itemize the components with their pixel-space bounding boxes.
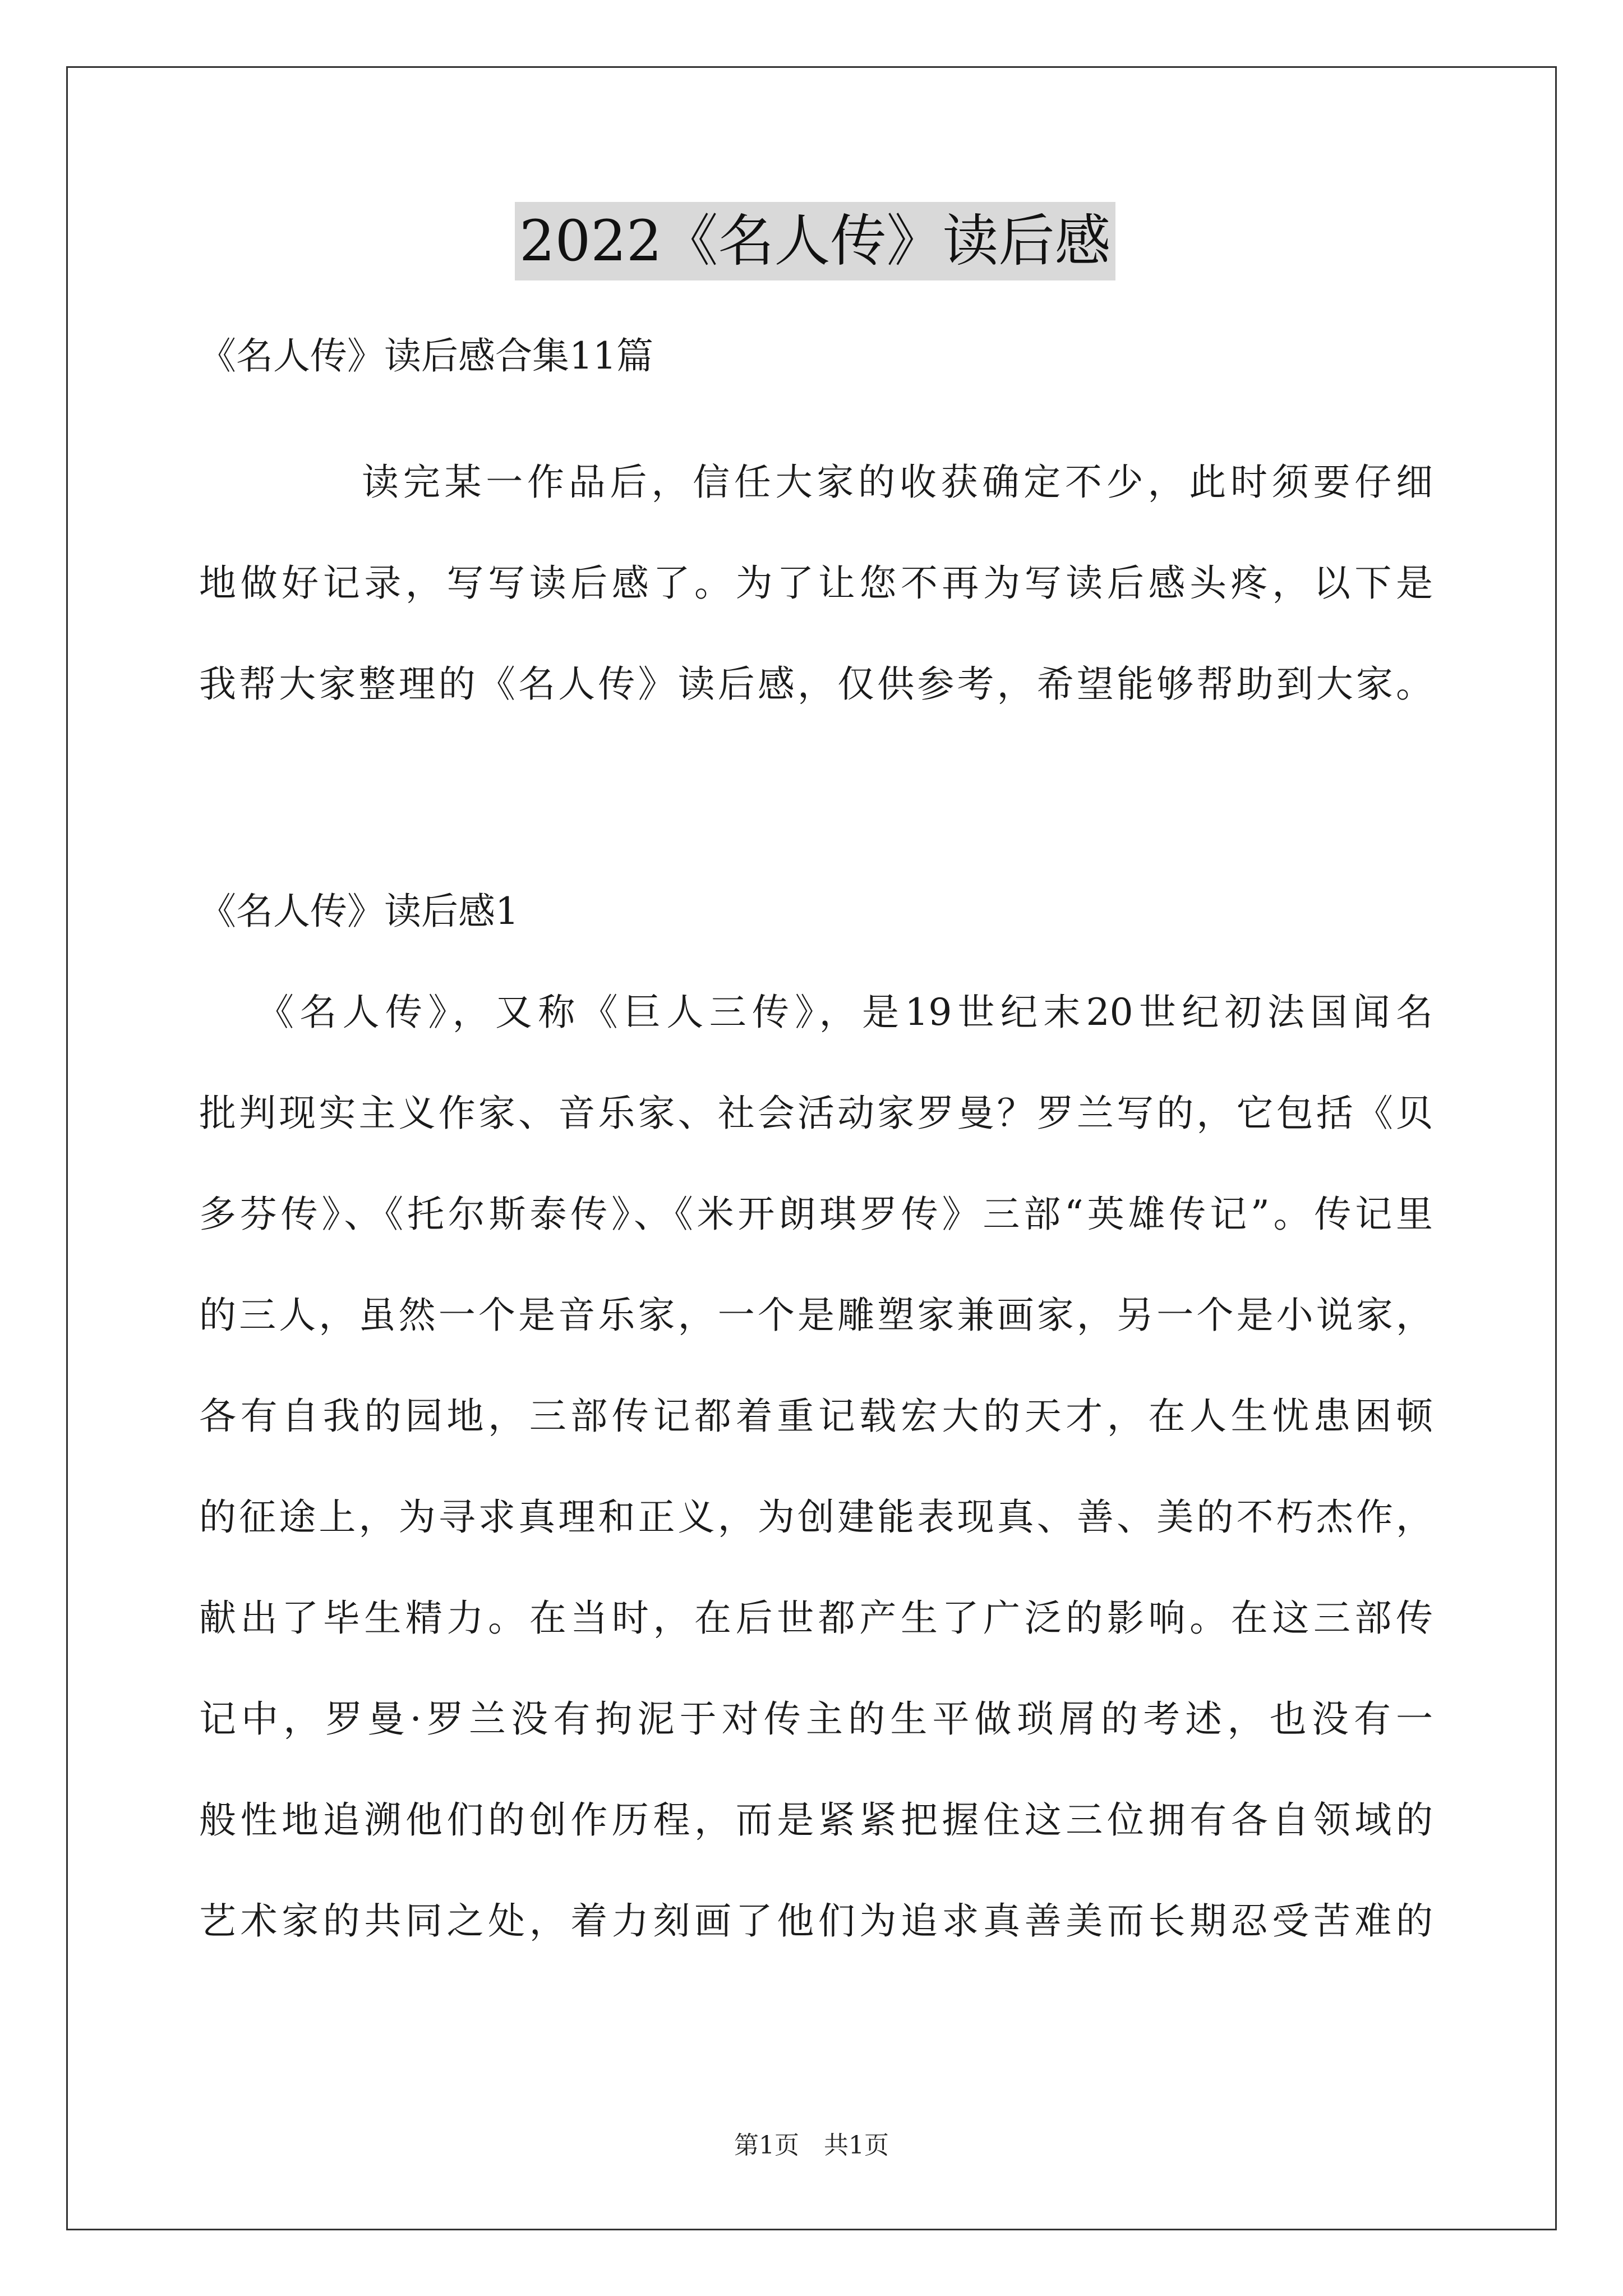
intro-line: 读完某一作品后，信任大家的收获确定不少，此时须要仔细 bbox=[362, 461, 1433, 504]
intro-line: 我帮大家整理的《名人传》读后感，仅供参考，希望能够帮助到大家。 bbox=[199, 662, 1433, 706]
page-total: 共1页 bbox=[824, 2131, 889, 2160]
section-heading: 《名人传》读后感1 bbox=[199, 890, 519, 933]
body-line: 的征途上，为寻求真理和正义，为创建能表现真、善、美的不朽杰作， bbox=[199, 1496, 1433, 1539]
body-line: 各有自我的园地，三部传记都着重记载宏大的天才，在人生忧患困顿 bbox=[199, 1395, 1433, 1438]
body-line: 的三人，虽然一个是音乐家，一个是雕塑家兼画家，另一个是小说家， bbox=[199, 1294, 1433, 1337]
body-line: 般性地追溯他们的创作历程，而是紧紧把握住这三位拥有各自领域的 bbox=[199, 1798, 1433, 1842]
body-line: 记中，罗曼·罗兰没有拘泥于对传主的生平做琐屑的考述，也没有一 bbox=[199, 1697, 1433, 1741]
body-line: 献出了毕生精力。在当时，在后世都产生了广泛的影响。在这三部传 bbox=[199, 1596, 1433, 1640]
body-line: 艺术家的共同之处，着力刻画了他们为追求真善美而长期忍受苦难的 bbox=[199, 1899, 1433, 1943]
body-line: 批判现实主义作家、音乐家、社会活动家罗曼？罗兰写的，它包括《贝 bbox=[199, 1092, 1433, 1135]
body-line: 《名人传》，又称《巨人三传》，是19世纪末20世纪初法国闻名 bbox=[257, 991, 1433, 1034]
page-footer bbox=[0, 2129, 1623, 2162]
intro-line: 地做好记录，写写读后感了。为了让您不再为写读后感头疼，以下是 bbox=[199, 562, 1433, 605]
document-subtitle: 《名人传》读后感合集11篇 bbox=[199, 334, 653, 378]
body-line: 多芬传》、《托尔斯泰传》、《米开朗琪罗传》三部“英雄传记”。传记里 bbox=[199, 1193, 1433, 1236]
document-title: 2022《名人传》读后感 bbox=[515, 202, 1115, 280]
page-number: 第1页 bbox=[734, 2131, 799, 2160]
